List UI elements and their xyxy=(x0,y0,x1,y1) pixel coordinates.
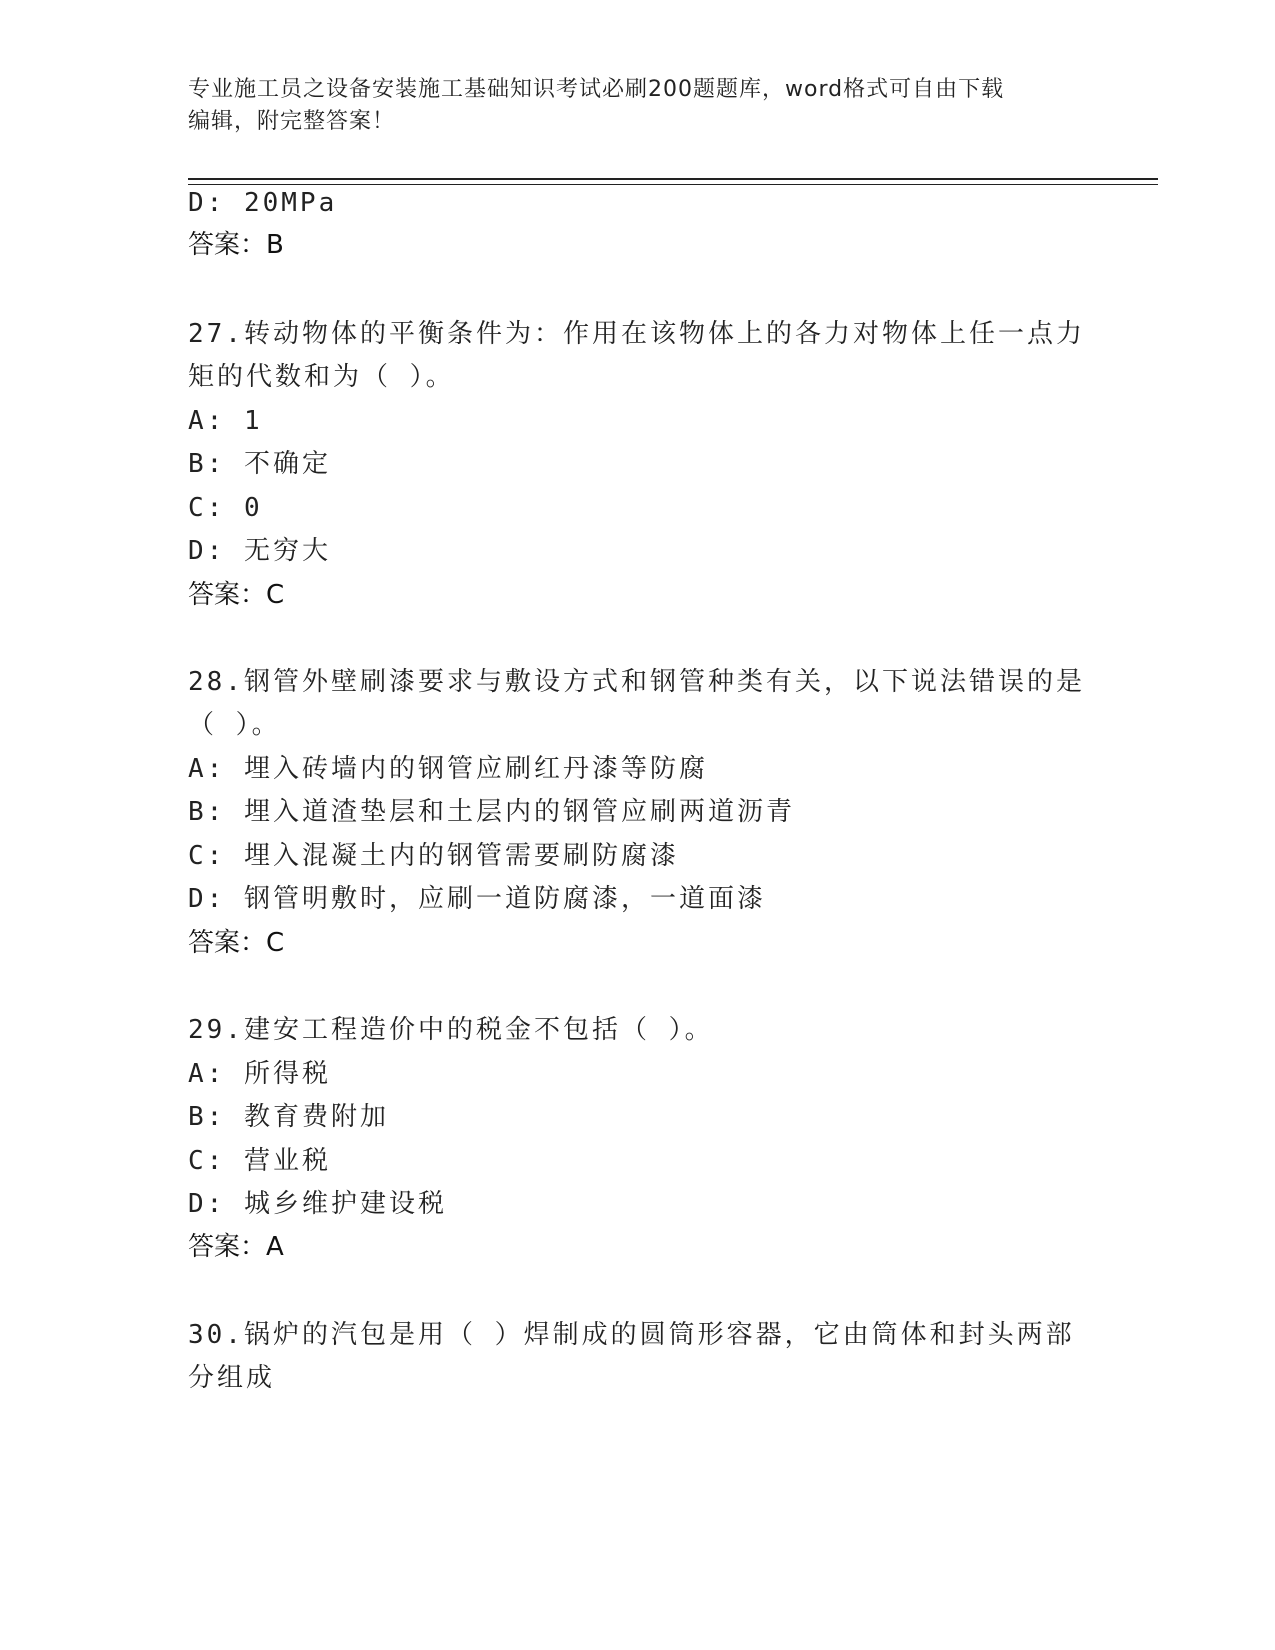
q28-option-a: A: 埋入砖墙内的钢管应刷红丹漆等防腐 xyxy=(188,754,708,784)
q29-option-b: B: 教育费附加 xyxy=(188,1102,389,1132)
q29-answer: 答案：A xyxy=(188,1232,284,1262)
q30-stem-line-2: 分组成 xyxy=(188,1363,276,1393)
q28-answer: 答案：C xyxy=(188,928,285,958)
q28-option-c: C: 埋入混凝土内的钢管需要刷防腐漆 xyxy=(188,841,679,871)
header-title-line-2: 编辑，附完整答案！ xyxy=(188,109,396,134)
document-header xyxy=(188,74,1088,138)
q27-option-a: A: 1 xyxy=(188,406,263,436)
q28-stem-line-2: （ ）。 xyxy=(188,710,281,740)
prev-answer: 答案：B xyxy=(188,230,284,260)
q27-option-c: C: 0 xyxy=(188,493,263,523)
q27-stem-line-1: 27.转动物体的平衡条件为：作用在该物体上的各力对物体上任一点力 xyxy=(188,319,1085,349)
header-divider-thick xyxy=(188,178,1158,180)
header-divider-thin xyxy=(188,184,1158,185)
q28-option-b: B: 埋入道渣垫层和土层内的钢管应刷两道沥青 xyxy=(188,797,795,827)
q27-option-d: D: 无穷大 xyxy=(188,536,331,566)
q27-answer: 答案：C xyxy=(188,580,285,610)
q29-option-d: D: 城乡维护建设税 xyxy=(188,1189,447,1219)
q28-stem-line-1: 28.钢管外壁刷漆要求与敷设方式和钢管种类有关，以下说法错误的是 xyxy=(188,667,1085,697)
q30-stem-line-1: 30.锅炉的汽包是用（ ）焊制成的圆筒形容器，它由筒体和封头两部 xyxy=(188,1320,1075,1350)
q29-stem-line-1: 29.建安工程造价中的税金不包括（ ）。 xyxy=(188,1015,714,1045)
prev-option-d: D: 20MPa xyxy=(188,188,338,218)
q29-option-c: C: 营业税 xyxy=(188,1146,331,1176)
q29-option-a: A: 所得税 xyxy=(188,1059,331,1089)
q27-option-b: B: 不确定 xyxy=(188,449,331,479)
q27-stem-line-2: 矩的代数和为（ ）。 xyxy=(188,362,455,392)
header-title-line-1: 专业施工员之设备安装施工基础知识考试必刷200题题库，word格式可自由下载 xyxy=(188,77,1005,102)
q28-option-d: D: 钢管明敷时，应刷一道防腐漆，一道面漆 xyxy=(188,884,766,914)
